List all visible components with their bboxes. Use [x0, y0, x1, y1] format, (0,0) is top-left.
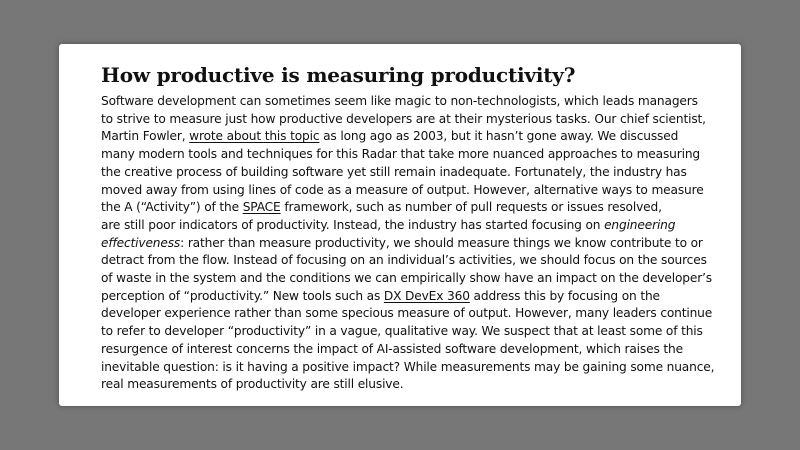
paragraph-line — [101, 305, 713, 323]
text-segment: the creative process of building software yet still remain inadequate. Fortunately, the industry has — [101, 164, 687, 179]
article-body — [101, 93, 715, 394]
article-title: How productive is measuring productivity? — [101, 63, 576, 87]
paragraph-line — [101, 182, 704, 200]
paragraph-line — [101, 235, 701, 253]
article-card — [59, 44, 741, 406]
text-segment: resurgence of interest concerns the impact of AI-assisted software development, which raises the — [101, 341, 683, 356]
text-segment: of waste in the system and the conditions we can empirically show have an impact on the developer’s — [101, 271, 712, 286]
text-segment: Martin Fowler, — [101, 129, 190, 144]
paragraph-line — [101, 359, 715, 377]
paragraph-line — [101, 288, 701, 306]
emphasis-text: effectiveness — [101, 235, 181, 250]
text-segment: moved away from using lines of code as a measure of output. However, alternative ways to measure — [101, 182, 704, 197]
text-segment: perception of “productivity.” New tools such as — [101, 288, 384, 303]
paragraph-line — [101, 376, 701, 394]
text-segment: many modern tools and techniques for this Radar that take more nuanced approaches to measuring — [101, 147, 701, 162]
paragraph-line — [101, 341, 701, 359]
paragraph-line — [101, 164, 701, 182]
emphasis-text: engineering — [604, 217, 676, 232]
paragraph-line — [101, 217, 701, 235]
text-segment: the A (“Activity”) of the — [101, 200, 243, 215]
text-segment: framework, such as number of pull requests or issues resolved, — [280, 200, 662, 215]
text-segment: : rather than measure productivity, we should measure things we know contribute to or — [180, 235, 703, 250]
paragraph-line — [101, 128, 701, 146]
paragraph-line — [101, 93, 701, 111]
text-segment: to strive to measure just how productive developers are at their mysterious tasks. Our chief scientist, — [101, 111, 706, 126]
text-segment: to refer to developer “productivity” in a vague, qualitative way. We suspect that at least some of this — [101, 324, 703, 339]
paragraph-line — [101, 146, 701, 164]
text-segment: are still poor indicators of productivity. Instead, the industry has started focusing on — [101, 217, 605, 232]
paragraph-line — [101, 111, 706, 129]
paragraph-line — [101, 323, 701, 341]
inline-link[interactable]: SPACE — [242, 200, 281, 215]
inline-link[interactable]: wrote about this topic — [189, 129, 320, 144]
inline-link[interactable]: DX DevEx 360 — [383, 288, 470, 303]
text-segment: detract from the flow. Instead of focusing on an individual’s activities, we should focus on the sources — [101, 253, 707, 268]
paragraph-line — [101, 252, 707, 270]
text-segment: address this by focusing on the — [469, 288, 660, 303]
paragraph-line — [101, 270, 712, 288]
paragraph-line — [101, 199, 701, 217]
text-segment: Software development can sometimes seem like magic to non-technologists, which leads managers — [101, 94, 698, 108]
text-segment: as long ago as 2003, but it hasn’t gone away. We discussed — [319, 129, 679, 144]
text-segment: inevitable question: is it having a positive impact? While measurements may be gaining some nuance, — [101, 359, 715, 374]
text-segment: real measurements of productivity are still elusive. — [101, 377, 404, 392]
text-segment: developer experience rather than some specious measure of output. However, many leaders continue — [101, 306, 713, 321]
